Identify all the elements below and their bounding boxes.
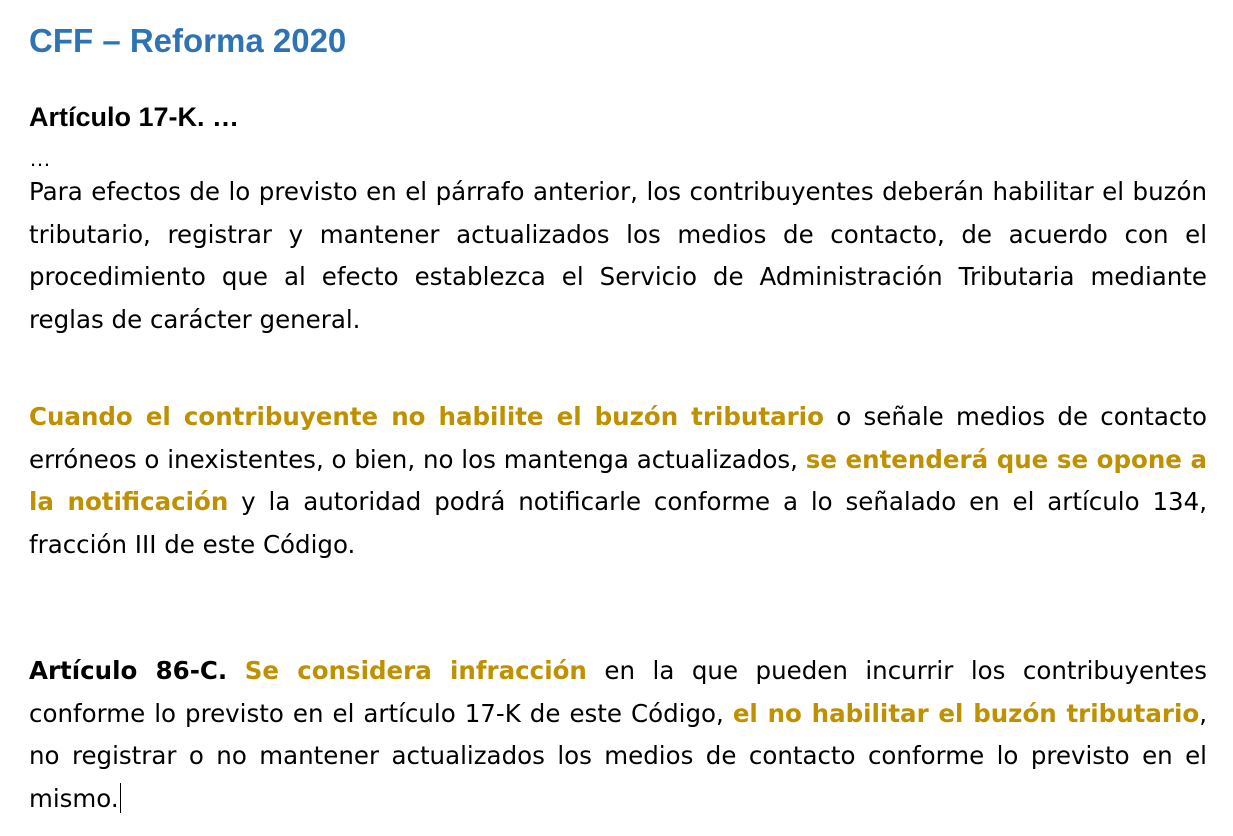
paragraph-habilitar-buzon[interactable]: Para efectos de lo previsto en el párrafo anterior, los contribuyentes deberán habilitar el buzón tributario, registrar y mantener actualizados los medios de contacto, de acuerdo con el procedimiento que al efecto establezca el Servicio de Administración Tributaria mediante reglas de carácter general. [29, 177, 1207, 334]
highlight-se-opone: se entenderá que se opone a la notificación [29, 444, 1207, 516]
text-cursor [120, 783, 122, 813]
highlight-no-habilite: Cuando el contribuyente no habilite el buzón tributario [29, 402, 824, 431]
paragraph-2-text-1: o señale medios de contacto erróneos o inexistentes, o bien, no los mantenga actualizados, [29, 402, 1207, 474]
paragraph-2-text-2: y la autoridad podrá notificarle conforme a lo señalado en el artículo 134, fracción III de este Código. [29, 487, 1207, 559]
article-86c-number: Artículo 86-C. [29, 656, 228, 685]
omitted-text-marker: … [29, 146, 51, 171]
article-17k-heading [29, 98, 239, 136]
article-17k-number: Artículo 17-K. [29, 102, 205, 132]
article-17k-ellipsis: … [204, 102, 240, 132]
paragraph-3-text-2: , no registrar o no mantener actualizados los medios de contacto conforme lo previsto en el mismo. [29, 698, 1208, 813]
article-86c-space [227, 656, 245, 685]
highlight-no-habilitar: el no habilitar el buzón tributario [732, 698, 1200, 728]
document-title: CFF – Reforma 2020 [29, 22, 347, 59]
paragraph-no-habilite-buzon[interactable] [29, 396, 1207, 566]
paragraph-article-86c[interactable] [29, 650, 1207, 820]
highlight-infraccion: Se considera infracción [244, 656, 587, 685]
paragraph-3-text-1: en la que pueden incurrir los contribuyentes conforme lo previsto en el artículo 17-K de este Código, [29, 656, 1207, 728]
